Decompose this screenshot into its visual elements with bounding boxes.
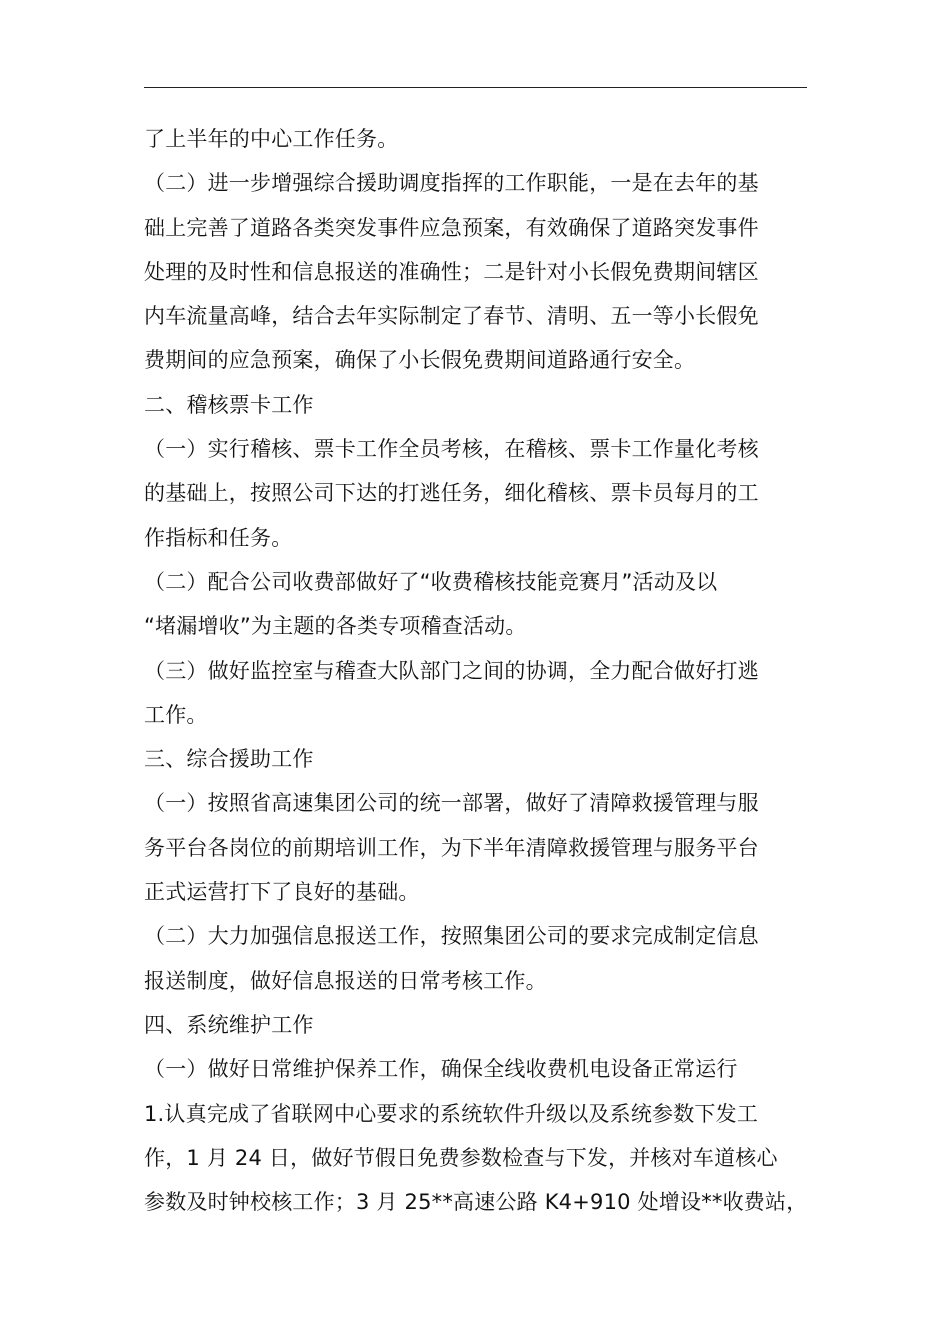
- text-line: 处理的及时性和信息报送的准确性；二是针对小长假免费期间辖区: [144, 259, 759, 284]
- header-rule: [144, 87, 807, 88]
- document-body: [144, 117, 810, 1224]
- text-line: 正式运营打下了良好的基础。: [144, 880, 420, 905]
- text-line: 的基础上，按照公司下达的打逃任务，细化稽核、票卡员每月的工: [144, 481, 759, 506]
- section-heading: 二、稽核票卡工作: [144, 392, 314, 417]
- section-heading: 三、综合援助工作: [144, 747, 314, 772]
- text-line: 作指标和任务。: [144, 525, 293, 550]
- text-line: （一）做好日常维护保养工作，确保全线收费机电设备正常运行: [144, 1057, 738, 1082]
- text-line: （一）按照省高速集团公司的统一部署，做好了清障救援管理与服: [144, 791, 759, 816]
- text-line: “堵漏增收”为主题的各类专项稽查活动。: [144, 614, 527, 639]
- text-line: （三）做好监控室与稽查大队部门之间的协调，全力配合做好打逃: [144, 658, 759, 683]
- text-line: 工作。: [144, 702, 208, 727]
- text-line: 础上完善了道路各类突发事件应急预案，有效确保了道路突发事件: [144, 215, 759, 240]
- text-line: 作，1 月 24 日，做好节假日免费参数检查与下发，并核对车道核心: [144, 1145, 778, 1170]
- text-line: 务平台各岗位的前期培训工作，为下半年清障救援管理与服务平台: [144, 835, 759, 860]
- text-line: （二）大力加强信息报送工作，按照集团公司的要求完成制定信息: [144, 924, 759, 949]
- text-line: 报送制度，做好信息报送的日常考核工作。: [144, 968, 547, 993]
- text-line: 参数及时钟校核工作；3 月 25**高速公路 K4+910 处增设**收费站，: [144, 1190, 808, 1215]
- text-line: 了上半年的中心工作任务。: [144, 127, 399, 151]
- text-line: （二）配合公司收费部做好了“收费稽核技能竞赛月”活动及以: [144, 569, 718, 594]
- text-line: 内车流量高峰，结合去年实际制定了春节、清明、五一等小长假免: [144, 304, 759, 329]
- text-line: 费期间的应急预案，确保了小长假免费期间道路通行安全。: [144, 348, 696, 373]
- text-line: 1.认真完成了省联网中心要求的系统软件升级以及系统参数下发工: [144, 1101, 759, 1126]
- text-line: （一）实行稽核、票卡工作全员考核，在稽核、票卡工作量化考核: [144, 437, 759, 462]
- section-heading: 四、系统维护工作: [144, 1012, 314, 1037]
- text-line: （二）进一步增强综合援助调度指挥的工作职能，一是在去年的基: [144, 171, 759, 196]
